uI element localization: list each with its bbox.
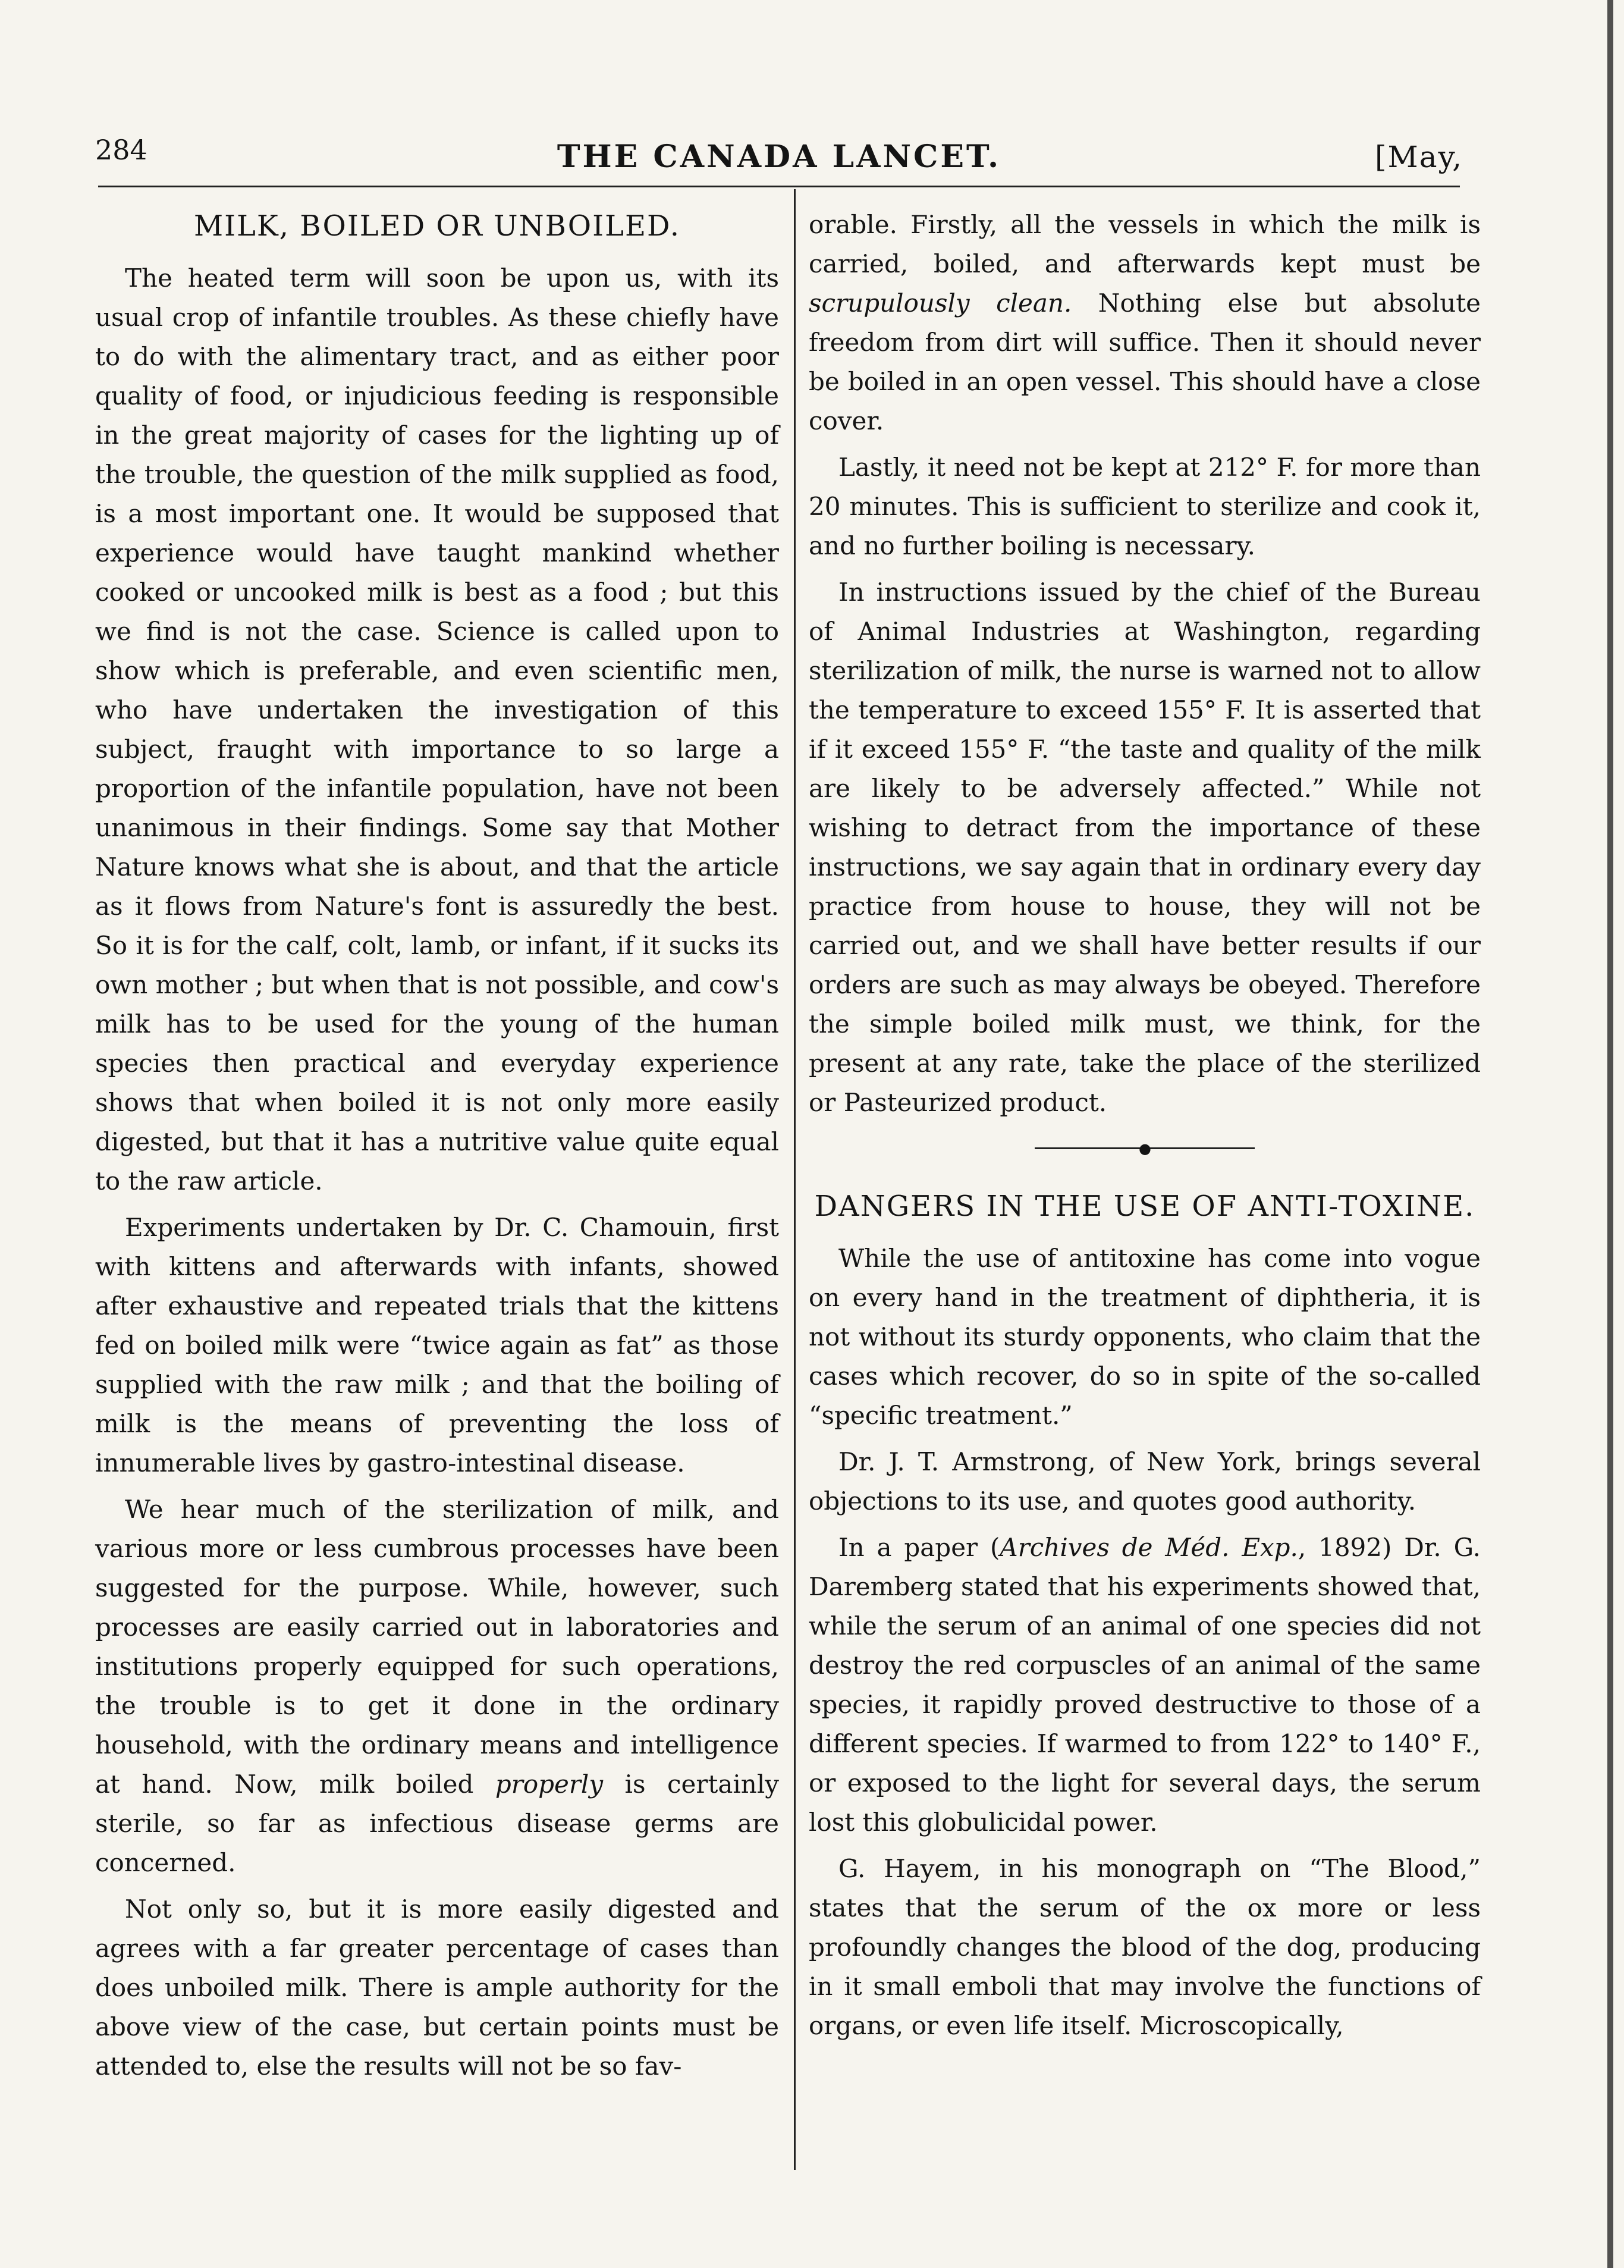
paragraph (809, 1528, 1481, 1842)
article-title-milk: MILK, BOILED OR UNBOILED. (193, 209, 681, 243)
left-column (95, 205, 779, 2093)
text-run: is certainly sterile, so far as infectious disease germs are concerned. (95, 1770, 780, 1877)
article-title-antitoxine: DANGERS IN THE USE OF ANTI-TOXINE. (814, 1190, 1475, 1223)
section-ornament (809, 1131, 1481, 1166)
page-header (95, 134, 1463, 181)
text-run: , 1892) Dr. G. Daremberg stated that his experiments showed that, while the serum of an animal of one species did not destroy the red corpuscles of an animal of the same species, it rapidly proved destructive to those of a different species. If warmed to from 122° to 140° F., or exposed to the light for several days, the serum lost this globulicidal power. (809, 1533, 1481, 1837)
paragraph: Experiments undertaken by Dr. C. Chamouin, first with kittens and afterwards with infants, showed after exhaustive and repeated trials that the kittens fed on boiled milk were “twice again as fat” as those supplied with the raw milk ; and that the boiling of milk is the means of preventing the loss of innumerable lives by gastro-intestinal disease. (95, 1213, 779, 1478)
text-run: We hear much of the sterilization of milk, and various more or less cumbrous processes have been suggested for the purpose. While, however, such processes are easily carried out in laboratories and institutions properly equipped for such operations, the trouble is to get it done in the ordinary household, with the ordinary means and intelligence at hand. Now, milk boiled (95, 1495, 779, 1799)
paragraph (95, 1490, 779, 1883)
paragraph: Not only so, but it is more easily digested and agrees with a far greater percentage of cases than does unboiled milk. There is ample authority for the above view of the case, but certain points must be attended to, else the results will not be so fav- (95, 1894, 779, 2081)
emphasis-text: properly (495, 1770, 604, 1799)
header-rule (98, 186, 1460, 187)
paragraph: In instructions issued by the chief of the Bureau of Animal Industries at Washington, regarding sterilization of milk, the nurse is warned not to allow the temperature to exceed 155° F. It is asserted that if it exceed 155° F. “the taste and quality of the milk are likely to be adversely affected.” While not wishing to detract from the importance of these instructions, we say again that in ordinary every day practice from house to house, they will not be carried out, and we shall have better results if our orders are such as may always be obeyed. Therefore the simple boiled milk must, we think, for the present at any rate, take the place of the sterilized or Pasteurized product. (809, 578, 1481, 1117)
running-title: THE CANADA LANCET. (557, 139, 1001, 175)
issue-month: [May, (1374, 140, 1463, 174)
page-edge-shadow (1607, 0, 1613, 2268)
paragraph: Dr. J. T. Armstrong, of New York, brings several objections to its use, and quotes good authority. (809, 1447, 1481, 1516)
right-column (809, 205, 1481, 2053)
ornament-dot-icon: ● (1139, 1140, 1151, 1157)
paragraph: The heated term will soon be upon us, with its usual crop of infantile troubles. As these chiefly have to do with the alimentary tract, and as either poor quality of food, or injudicious feeding is responsible in the great majority of cases for the lighting up of the trouble, the question of the milk supplied as food, is a most important one. It would be supposed that experience would have taught mankind whether cooked or uncooked milk is best as a food ; but this we find is not the case. Science is called upon to show which is preferable, and even scientific men, who have undertaken the investigation of this subject, fraught with importance to so large a proportion of the infantile population, have not been unanimous in their findings. Some say that Mother Nature knows what she is about, and that the article as it flows from Nature's font is assuredly the best. So it is for the calf, colt, lamb, or infant, if it sucks its own mother ; but when that is not possible, and cow's milk has to be used for the young of the human species then practical and everyday experience shows that when boiled it is not only more easily digested, but that it has a nutritive value quite equal to the raw article. (95, 263, 779, 1196)
paragraph: Lastly, it need not be kept at 212° F. for more than 20 minutes. This is sufficient to sterilize and cook it, and no further boiling is necessary. (809, 453, 1481, 560)
text-run: Nothing else but absolute freedom from dirt will suffice. Then it should never be boiled in an open vessel. This should have a close cover. (809, 288, 1481, 435)
paragraph: G. Hayem, in his monograph on “The Blood,” states that the serum of the ox more or less profoundly changes the blood of the dog, producing in it small emboli that may involve the functions of organs, or even life itself. Microscopically, (809, 1854, 1481, 2040)
text-run: In a paper ( (838, 1533, 1000, 1562)
text-run: orable. Firstly, all the vessels in which the milk is carried, boiled, and afterwards kept must be (809, 210, 1481, 278)
emphasis-text: scrupulously clean. (809, 288, 1072, 318)
page-number: 284 (95, 134, 147, 166)
emphasis-text: Archives de Méd. Exp. (1000, 1533, 1298, 1562)
paragraph: While the use of antitoxine has come into vogue on every hand in the treatment of diphtheria, it is not without its sturdy opponents, who claim that the cases which recover, do so in spite of the so-called “specific treatment.” (809, 1244, 1481, 1430)
column-divider (794, 189, 796, 2170)
paragraph (809, 205, 1481, 441)
